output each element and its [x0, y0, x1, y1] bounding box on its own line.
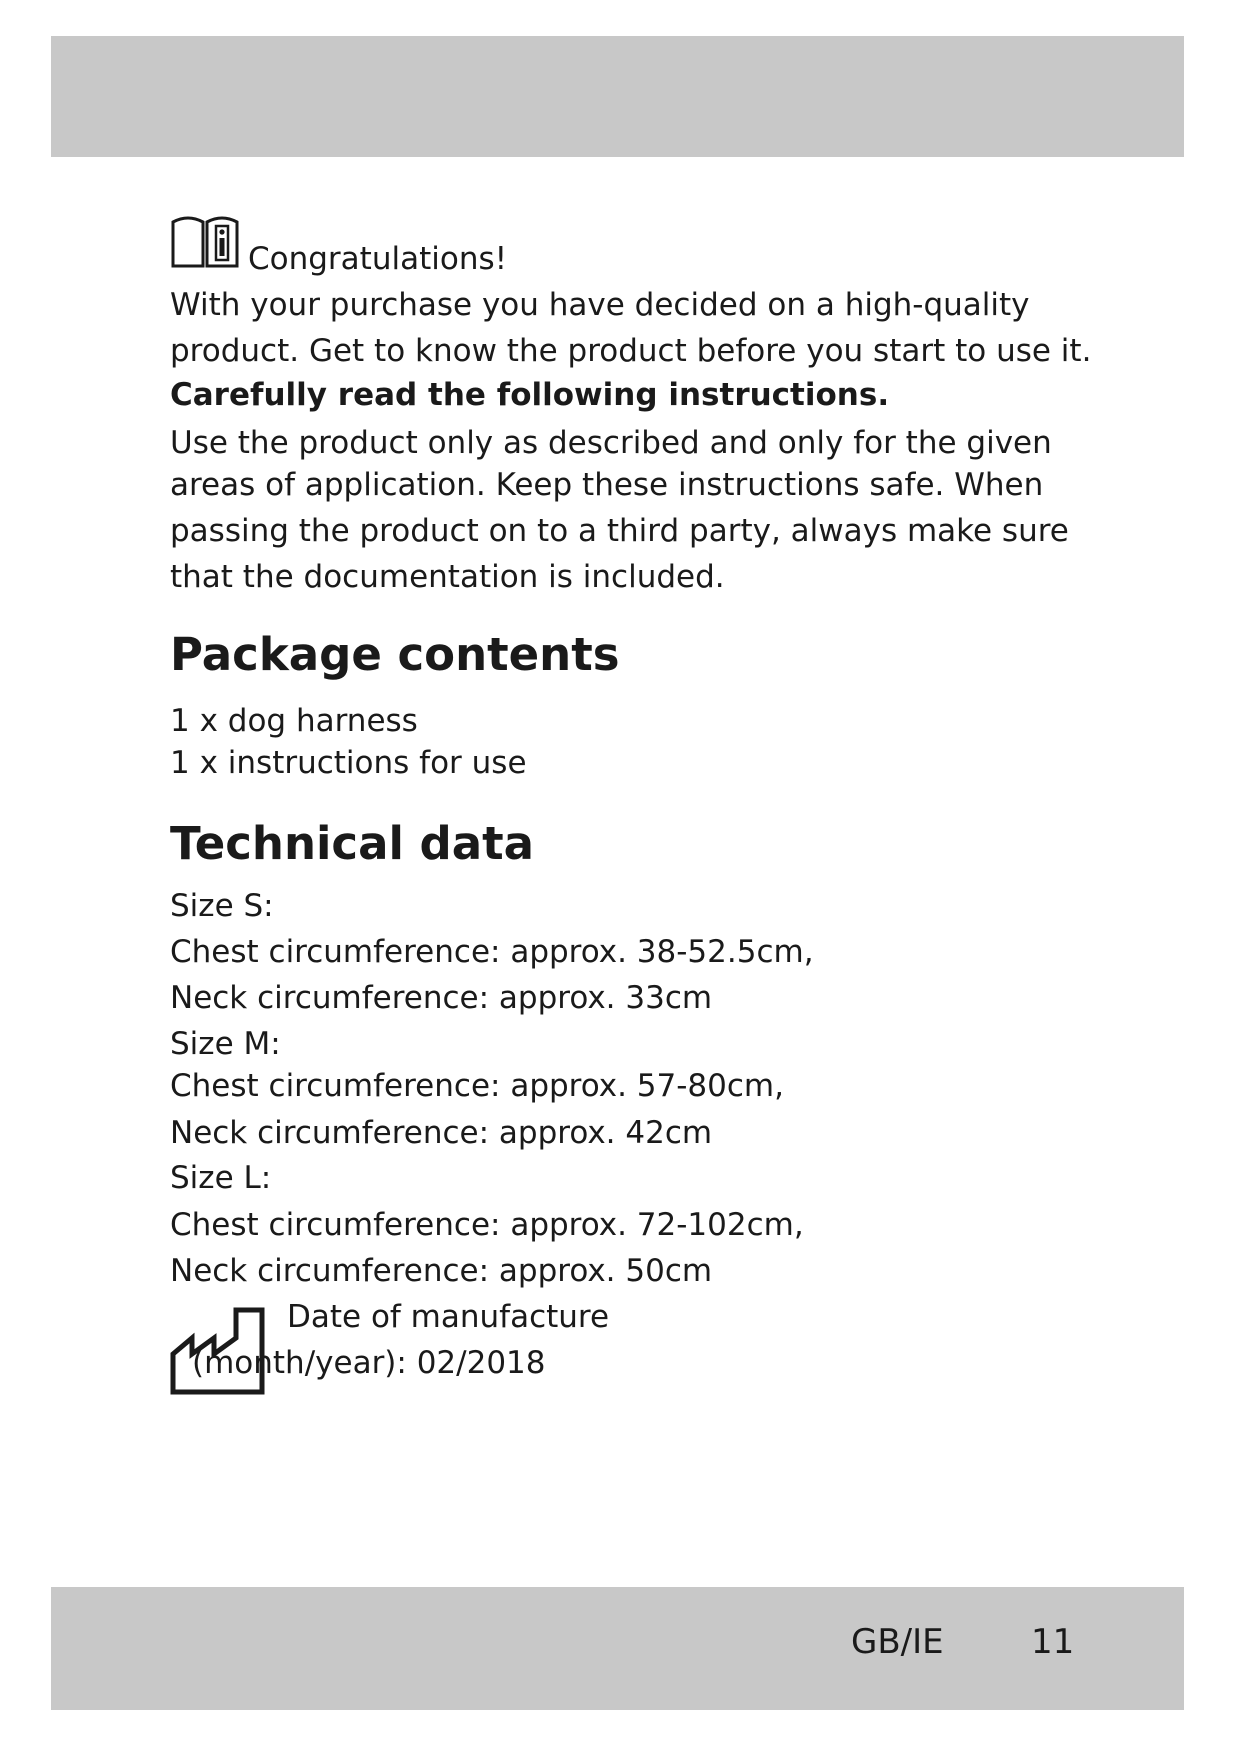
manufacture-date-label: Date of manufacture: [287, 1299, 610, 1335]
tech-line: Chest circumference: approx. 38-52.5cm,: [170, 934, 814, 970]
instructions-emphasis: Carefully read the following instructions.: [170, 377, 890, 413]
body-line-1: Use the product only as described and only for the given: [170, 425, 1052, 461]
package-item: 1 x dog harness: [170, 703, 418, 739]
body-line-3: passing the product on to a third party, always make sure: [170, 513, 1069, 549]
tech-line: Neck circumference: approx. 42cm: [170, 1115, 713, 1151]
intro-line-2: product. Get to know the product before you start to use it.: [170, 333, 1092, 369]
tech-line: Chest circumference: approx. 57-80cm,: [170, 1068, 784, 1104]
manufacture-date-value: (month/year): 02/2018: [192, 1345, 546, 1381]
info-book-icon: [170, 214, 240, 272]
intro-line-1: With your purchase you have decided on a high-quality: [170, 287, 1030, 323]
footer-region: GB/IE: [851, 1622, 944, 1662]
tech-line: Size L:: [170, 1160, 272, 1196]
package-item: 1 x instructions for use: [170, 745, 527, 781]
footer-band: [51, 1587, 1184, 1710]
body-line-2: areas of application. Keep these instructions safe. When: [170, 467, 1044, 503]
tech-line: Neck circumference: approx. 50cm: [170, 1253, 713, 1289]
package-heading: Package contents: [170, 628, 620, 681]
tech-line: Size M:: [170, 1026, 281, 1062]
header-band: [51, 36, 1184, 157]
page-number: 11: [1031, 1622, 1075, 1662]
tech-line: Neck circumference: approx. 33cm: [170, 980, 713, 1016]
body-line-4: that the documentation is included.: [170, 559, 725, 595]
tech-line: Chest circumference: approx. 72-102cm,: [170, 1207, 804, 1243]
factory-icon: [170, 1306, 266, 1396]
greeting: Congratulations!: [248, 241, 508, 277]
technical-heading: Technical data: [170, 817, 534, 870]
tech-line: Size S:: [170, 888, 274, 924]
